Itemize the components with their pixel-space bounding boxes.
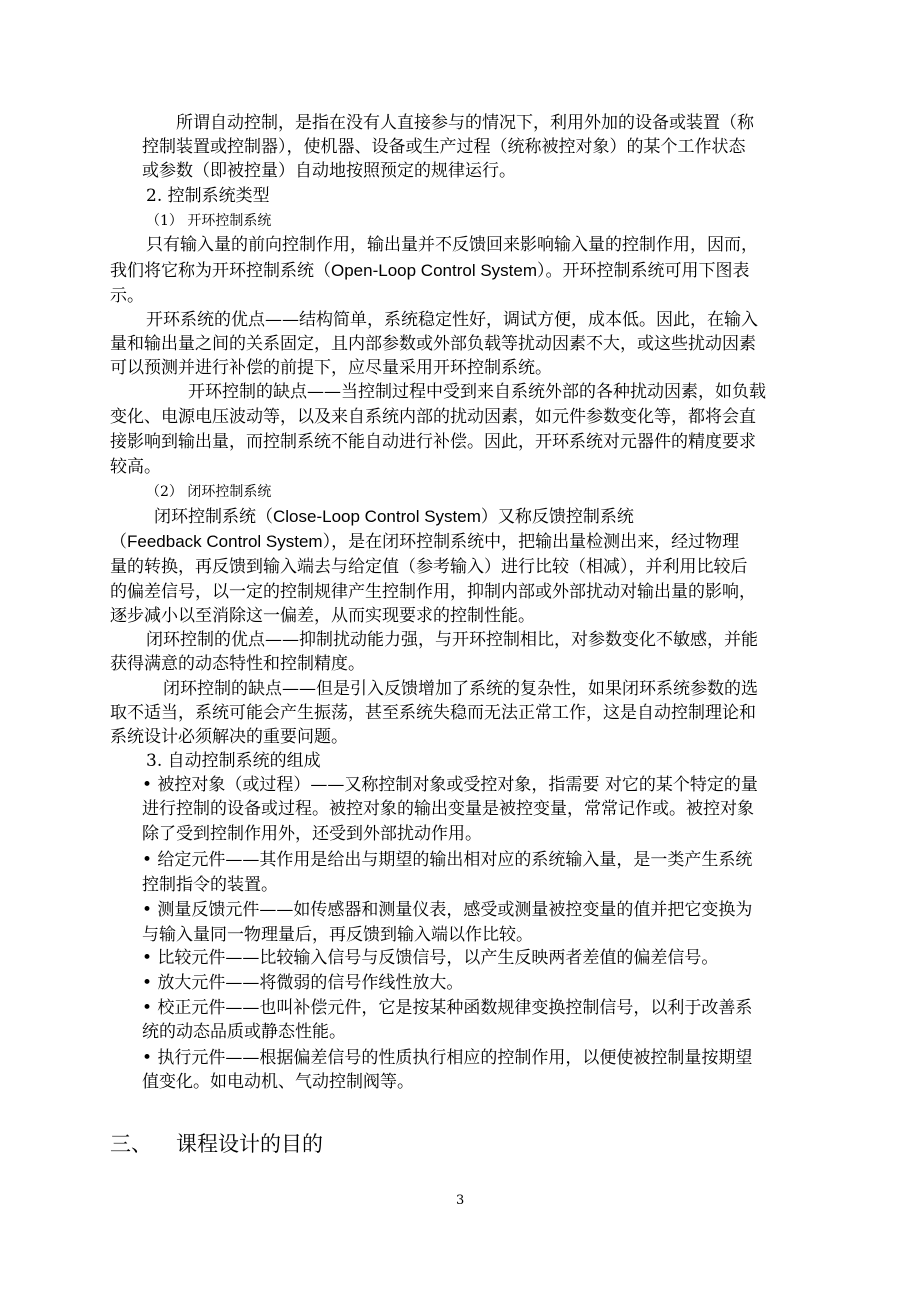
paragraph-line: 逐步减小以至消除这一偏差，从而实现要求的控制性能。	[110, 606, 535, 626]
paragraph-line	[154, 505, 634, 529]
bullet-line: • 放大元件——将微弱的信号作线性放大。	[142, 973, 464, 993]
paragraph-line: 示。	[110, 286, 144, 306]
paragraph-line: 只有输入量的前向控制作用，输出量并不反馈回来影响输入量的控制作用，因而，	[146, 235, 758, 255]
bullet-line: • 给定元件——其作用是给出与期望的输出相对应的系统输入量，是一类产生系统	[142, 850, 753, 870]
text-fragment: ）又称反馈控制系统	[480, 507, 634, 527]
paragraph-line: 量和输出量之间的关系固定，且内部参数或外部负载等扰动因素不大，或这些扰动因素	[110, 334, 756, 354]
text-fragment: ），是在闭环控制系统中，把输出量检测出来，经过物理	[322, 532, 740, 552]
bullet-line: 值变化。如电动机、气动控制阀等。	[142, 1072, 414, 1092]
bullet-line: 与输入量同一物理量后，再反馈到输入端以作比较。	[142, 925, 533, 945]
bullet-line: • 执行元件——根据偏差信号的性质执行相应的控制作用，以便使被控制量按期望	[142, 1048, 753, 1068]
paragraph-line: 闭环控制的缺点——但是引入反馈增加了系统的复杂性，如果闭环系统参数的选	[163, 679, 758, 699]
paragraph-line: 变化、电源电压波动等，以及来自系统内部的扰动因素，如元件参数变化等，都将会直	[110, 407, 756, 427]
paragraph-line: 开环系统的优点——结构简单，系统稳定性好，调试方便，成本低。因此，在输入	[146, 310, 758, 330]
subsection-label: （1） 开环控制系统	[146, 213, 272, 229]
english-term: Feedback Control System	[127, 532, 323, 551]
paragraph-line: 量的转换，再反馈到输入端去与给定值（参考输入）进行比较（相减），并利用比较后	[110, 557, 748, 577]
bullet-line: 统的动态品质或静态性能。	[142, 1022, 346, 1042]
intro-line: 所谓自动控制，是指在没有人直接参与的情况下，利用外加的设备或装置（称	[176, 113, 754, 133]
text-fragment: ）。开环控制系统可用下图表	[537, 261, 750, 281]
intro-line: 或参数（即被控量）自动地按照预定的规律运行。	[142, 161, 516, 181]
text-fragment: 闭环控制系统（	[154, 507, 273, 527]
bullet-line: • 被控对象（或过程）——又称控制对象或受控对象，指需要 对它的某个特定的量	[142, 775, 758, 795]
paragraph-line: 开环控制的缺点——当控制过程中受到来自系统外部的各种扰动因素，如负载	[188, 382, 766, 402]
bullet-line: • 比较元件——比较输入信号与反馈信号，以产生反映两者差值的偏差信号。	[142, 948, 719, 968]
page-number: 3	[456, 1193, 465, 1208]
section-heading: 3. 自动控制系统的组成	[146, 751, 321, 771]
bullet-line: 控制指令的装置。	[142, 875, 278, 895]
paragraph-line: 获得满意的动态特性和控制精度。	[110, 654, 365, 674]
english-term: Close-Loop Control System	[273, 507, 481, 526]
paragraph-line: 取不适当，系统可能会产生振荡，甚至系统失稳而无法正常工作，这是自动控制理论和	[110, 703, 756, 723]
paragraph-line: 系统设计必须解决的重要问题。	[110, 727, 348, 747]
english-term: Open-Loop Control System	[331, 261, 537, 280]
paragraph-line	[110, 530, 739, 554]
paragraph-line	[110, 259, 750, 283]
chapter-number: 三、	[110, 1132, 152, 1156]
bullet-line: • 测量反馈元件——如传感器和测量仪表，感受或测量被控变量的值并把它变换为	[142, 900, 753, 920]
chapter-title: 课程设计的目的	[176, 1132, 323, 1156]
bullet-line: • 校正元件——也叫补偿元件，它是按某种函数规律变换控制信号，以利于改善系	[142, 998, 753, 1018]
paragraph-line: 可以预测并进行补偿的前提下，应尽量采用开环控制系统。	[110, 358, 552, 378]
paragraph-line: 的偏差信号，以一定的控制规律产生控制作用，抑制内部或外部扰动对输出量的影响，	[110, 582, 756, 602]
text-fragment: （	[110, 532, 127, 552]
bullet-line: 除了受到控制作用外，还受到外部扰动作用。	[142, 824, 482, 844]
paragraph-line: 较高。	[110, 457, 161, 477]
subsection-label: （2） 闭环控制系统	[146, 484, 272, 500]
paragraph-line: 接影响到输出量，而控制系统不能自动进行补偿。因此，开环系统对元器件的精度要求	[110, 432, 756, 452]
paragraph-line: 闭环控制的优点——抑制扰动能力强，与开环控制相比，对参数变化不敏感，并能	[146, 630, 758, 650]
intro-line: 控制装置或控制器），使机器、设备或生产过程（统称被控对象）的某个工作状态	[142, 137, 746, 157]
text-fragment: 我们将它称为开环控制系统（	[110, 261, 331, 281]
bullet-line: 进行控制的设备或过程。被控对象的输出变量是被控变量，常常记作或。被控对象	[142, 799, 754, 819]
section-heading: 2. 控制系统类型	[146, 186, 270, 206]
